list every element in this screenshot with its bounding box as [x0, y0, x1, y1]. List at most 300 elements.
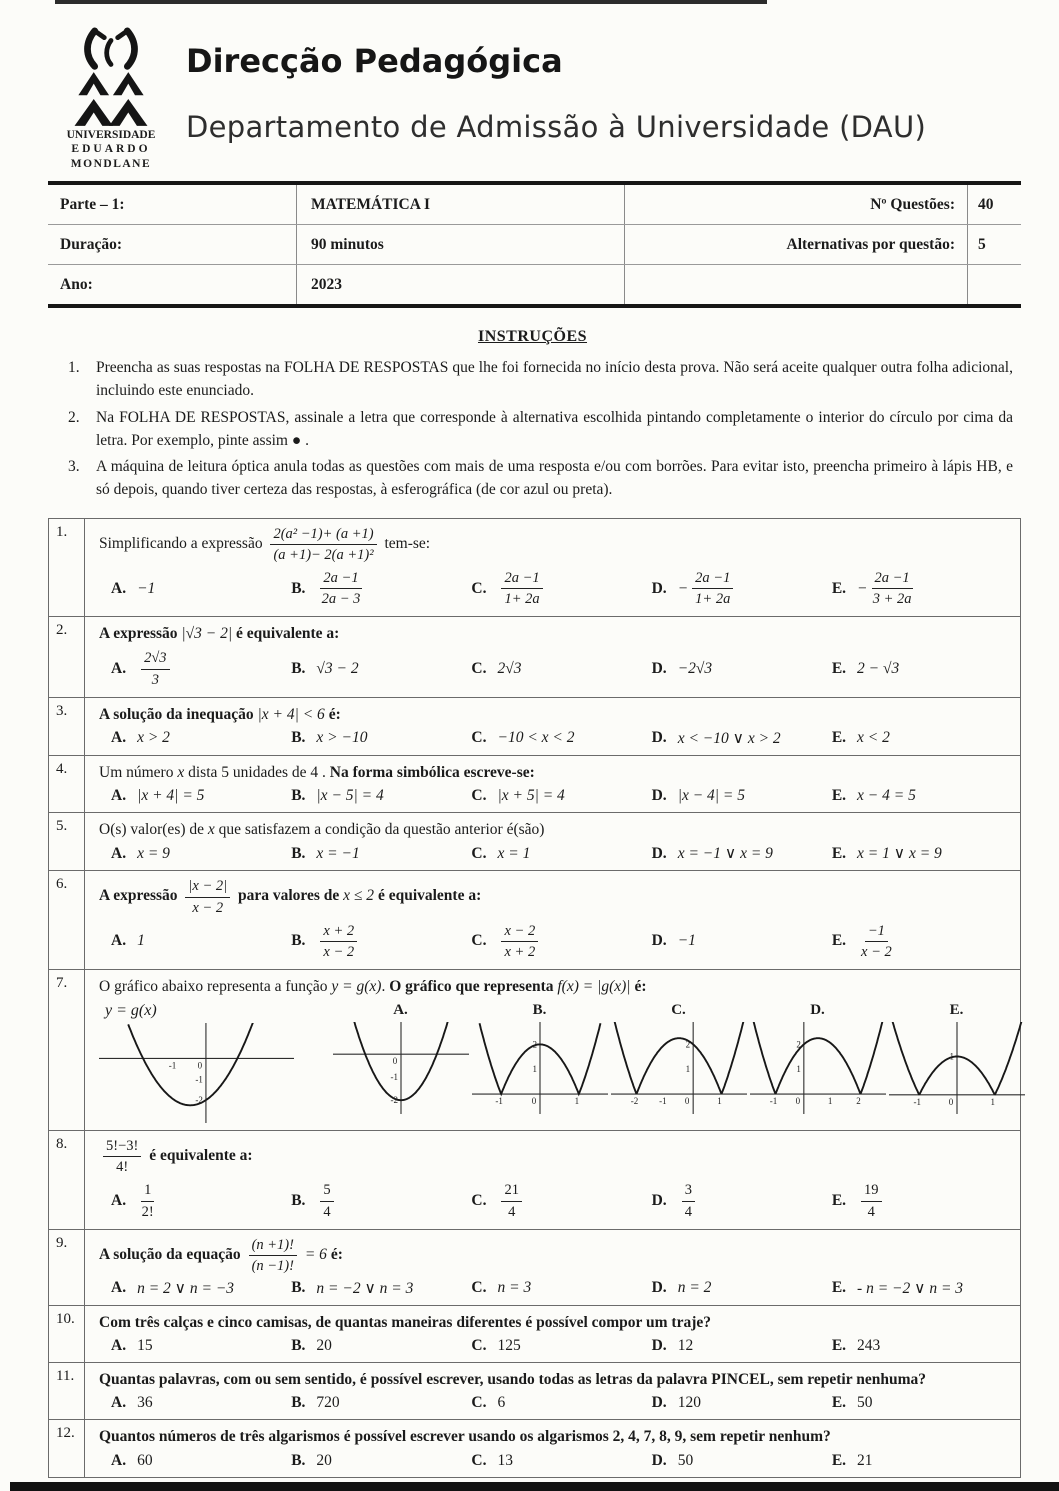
options-row	[99, 921, 1012, 962]
option-label: E.	[831, 1394, 847, 1412]
axis-tick-label: -1	[658, 1096, 667, 1107]
logo-line: MONDLANE	[70, 157, 152, 170]
instruction-item: Na FOLHA DE RESPOSTAS, assinale a letra que corresponde à alternativa escolhida pintando completamente o interior do círculo por cima da letra. Por exemplo, pinte assim ● .	[96, 408, 1013, 449]
graph-label: C.	[671, 1002, 686, 1019]
option	[291, 729, 471, 747]
question-body	[85, 871, 1020, 969]
option-label: A.	[111, 844, 127, 862]
function-graph	[333, 1022, 469, 1114]
text-run: |x + 4| < 6	[257, 705, 325, 723]
fraction-numerator: 5!−3!	[103, 1137, 141, 1157]
fraction	[501, 569, 542, 608]
uem-logo	[52, 26, 170, 171]
option-label: A.	[111, 932, 127, 950]
fraction	[682, 1181, 695, 1220]
axis-tick-label: 2	[855, 1096, 861, 1107]
option-label: B.	[291, 1394, 306, 1412]
option	[471, 921, 651, 962]
fraction-denominator: x + 2	[504, 943, 536, 960]
text-run: y = g(x)	[331, 977, 382, 995]
axis-tick-label: 0	[948, 1096, 953, 1107]
text-run: x ≤ 2	[343, 887, 375, 905]
option	[471, 568, 651, 609]
text-run: dista 5 unidades de 4 .	[184, 763, 330, 781]
text-run: tem-se:	[380, 534, 431, 552]
text-run: −10 < x < 2	[497, 729, 575, 747]
fraction	[185, 877, 230, 916]
axis-tick-label: 0	[795, 1096, 800, 1107]
axis-tick-label: 0	[531, 1096, 536, 1107]
option	[652, 844, 832, 863]
axis-tick-label: 2	[795, 1039, 801, 1050]
option-content	[497, 660, 521, 678]
option-content	[137, 1279, 234, 1298]
option-label: A.	[111, 660, 127, 677]
fraction-numerator: −1	[865, 922, 888, 942]
axis-tick-label: -2	[195, 1095, 203, 1106]
question-row	[49, 755, 1020, 812]
exam-info-table	[48, 181, 1021, 308]
question-body	[85, 1230, 1020, 1305]
axis-tick-label: 1	[795, 1064, 801, 1075]
axis-tick-label: 0	[197, 1060, 203, 1071]
graph-cell	[331, 1002, 470, 1114]
option-content	[137, 1452, 153, 1470]
option	[111, 648, 291, 689]
fraction-numerator: (n +1)!	[249, 1236, 297, 1256]
text-run: é equivalente a:	[374, 887, 482, 905]
option	[291, 1337, 471, 1355]
option-content	[316, 1180, 337, 1221]
option-label: C.	[471, 844, 487, 862]
fraction-numerator: 2a −1	[320, 569, 361, 589]
option-label: A.	[111, 1394, 127, 1412]
text-run: 21	[857, 1451, 873, 1469]
axis-tick-label: -1	[912, 1096, 921, 1107]
logo-line: EDUARDO	[71, 143, 151, 156]
text-run: x	[207, 821, 215, 839]
instruction-item: Preencha as suas respostas na FOLHA DE RESPOSTAS que lhe foi fornecida no início desta prova. Não será aceite qualquer outra folha adicional, incluindo este enunciado.	[96, 359, 1013, 400]
option-content	[137, 1180, 158, 1221]
option-content	[137, 729, 170, 747]
text-run: x < −10 ∨ x > 2	[677, 729, 781, 747]
option-label: C.	[471, 660, 487, 677]
option	[832, 921, 1012, 962]
text-run: 2 − √3	[857, 660, 900, 677]
option-label: A.	[111, 787, 127, 805]
text-run: x = −1	[316, 844, 360, 862]
graph-cell	[887, 1002, 1026, 1114]
option-label: E.	[831, 1451, 847, 1469]
text-run: 120	[677, 1394, 701, 1412]
fraction-denominator: (n −1)!	[251, 1257, 294, 1274]
info-value: 5	[967, 225, 1021, 264]
text-run: que satisfazem a condição da questão anterior é(são)	[214, 821, 545, 839]
text-run: 36	[137, 1394, 153, 1412]
fraction	[103, 1137, 141, 1176]
text-run: 125	[497, 1337, 521, 1355]
fraction-denominator: x − 2	[861, 943, 892, 960]
option-label: B.	[291, 1279, 306, 1297]
option	[652, 1279, 832, 1297]
option	[111, 1452, 291, 1470]
option-content	[137, 787, 204, 805]
option-label: D.	[651, 1279, 667, 1297]
option-content	[137, 845, 170, 863]
text-run: x > 2	[137, 729, 170, 747]
fraction-denominator: 1+ 2a	[504, 591, 540, 607]
option-content	[678, 729, 781, 748]
option-label: B.	[291, 1337, 306, 1355]
option	[111, 932, 291, 950]
function-graph	[611, 1022, 747, 1114]
text-run: x = −1 ∨ x = 9	[677, 845, 773, 863]
text-run: n = 2	[677, 1279, 712, 1297]
uem-logo-text	[67, 128, 156, 171]
option	[832, 844, 1012, 863]
instruction-item: A máquina de leitura óptica anula todas as questões com mais de uma resposta e/ou com borrões. Para evitar isto, preencha primeiro à lápis HB, e só depois, quando tiver certeza das respostas, à esferográfica (de cor azul ou preta).	[96, 458, 1013, 499]
function-graph	[750, 1022, 886, 1114]
text-run: 12	[677, 1337, 694, 1355]
option-content	[316, 660, 358, 678]
option	[832, 1279, 1012, 1298]
axis-tick-label: -2	[390, 1095, 398, 1106]
question-statement	[99, 1235, 1012, 1276]
option-content	[137, 648, 173, 689]
option	[291, 568, 471, 609]
option-content	[857, 921, 896, 962]
option-label: A.	[111, 1337, 127, 1355]
option-content	[497, 1279, 531, 1297]
options-row	[99, 1394, 1012, 1412]
option	[111, 787, 291, 805]
text-run: n = −2 ∨ n = 3	[316, 1279, 414, 1297]
option	[652, 932, 832, 950]
fraction-numerator: x + 2	[320, 922, 357, 942]
text-run: é equivalente a:	[232, 625, 340, 643]
option	[291, 921, 471, 962]
option	[652, 729, 832, 748]
info-label: Alternativas por questão:	[624, 225, 967, 264]
option	[832, 1337, 1012, 1355]
option	[471, 845, 651, 863]
axis-tick-label: 2	[532, 1039, 537, 1050]
axis-tick-label: -1	[168, 1060, 177, 1071]
text-run: 60	[137, 1451, 153, 1469]
option-label: C.	[471, 1451, 487, 1469]
fraction-numerator: 2a −1	[872, 569, 913, 589]
option-label: D.	[651, 660, 667, 677]
option-content	[497, 1337, 520, 1355]
option-label: A.	[111, 1451, 127, 1469]
question-row	[49, 616, 1020, 697]
axis-tick-label: 1	[949, 1051, 954, 1062]
info-value	[967, 265, 1021, 304]
options-row	[99, 1279, 1012, 1298]
info-label	[624, 265, 967, 304]
question-statement	[99, 876, 1012, 917]
axis-tick-label: -2	[630, 1096, 638, 1107]
option-content	[137, 932, 145, 950]
option	[832, 1180, 1012, 1221]
instructions-title: INSTRUÇÕES	[477, 328, 588, 346]
text-run: x	[177, 763, 185, 781]
question-statement	[99, 622, 1012, 645]
options-row	[99, 1337, 1012, 1355]
fraction-denominator: 2!	[141, 1203, 154, 1220]
question-body	[85, 519, 1020, 617]
text-run: para valores de	[234, 887, 344, 905]
option-label: D.	[651, 1337, 667, 1355]
text-run: x = 9	[137, 844, 170, 862]
fraction-numerator: 19	[861, 1181, 882, 1201]
text-run: .	[381, 977, 390, 995]
axis-tick-label: 0	[684, 1096, 689, 1107]
text-run: A expressão	[99, 625, 182, 643]
question-row	[49, 969, 1020, 1130]
fraction	[861, 922, 892, 961]
option	[652, 787, 832, 805]
axis-tick-label: 1	[990, 1096, 995, 1107]
option-content	[678, 1279, 712, 1297]
question-number: 12.	[49, 1420, 85, 1476]
option-label: B.	[291, 660, 306, 677]
option-content	[857, 568, 917, 609]
axis-tick-label: -1	[390, 1072, 398, 1083]
function-graph	[99, 1023, 294, 1123]
option	[832, 1452, 1012, 1470]
option-label: B.	[291, 932, 306, 950]
text-run: O(s) valor(es) de	[99, 821, 208, 839]
option-content	[316, 845, 359, 863]
options-row	[99, 568, 1012, 609]
option-content	[316, 1337, 332, 1355]
fraction-numerator: 2√3	[141, 649, 169, 669]
axis-tick-label: 2	[685, 1039, 690, 1050]
fraction-denominator: 3 + 2a	[872, 591, 912, 607]
text-run: é:	[630, 977, 647, 995]
text-run: A solução da inequação	[99, 705, 258, 723]
option-content	[857, 729, 890, 747]
option	[111, 1394, 291, 1412]
axis-tick-label: 1	[827, 1096, 832, 1107]
option-label: D.	[651, 1192, 667, 1209]
option-content	[137, 1394, 153, 1412]
option	[832, 729, 1012, 747]
option	[652, 1180, 832, 1221]
option	[111, 845, 291, 863]
option	[291, 1452, 471, 1470]
option	[291, 1394, 471, 1412]
info-value: 90 minutos	[296, 225, 624, 264]
info-label: Parte – 1:	[60, 195, 125, 213]
option-label: D.	[651, 932, 667, 950]
axis-tick-label: -1	[769, 1096, 777, 1107]
option	[652, 1452, 832, 1470]
option-content	[678, 568, 738, 609]
fraction-denominator: 3	[151, 671, 159, 688]
option-content	[497, 921, 542, 962]
option-content	[857, 1279, 963, 1298]
text-run: 6	[497, 1394, 506, 1412]
question-body	[85, 813, 1020, 870]
option-content	[857, 1452, 873, 1470]
text-run: |x + 4| = 5	[137, 787, 205, 805]
text-run: √3 − 2	[316, 660, 359, 677]
question-body	[85, 756, 1020, 812]
graph-label: D.	[810, 1002, 825, 1019]
fraction-denominator: x − 2	[192, 899, 224, 916]
question-body	[85, 617, 1020, 697]
fraction-denominator: 4!	[116, 1159, 129, 1176]
options-row	[99, 648, 1012, 689]
option-label: C.	[471, 1192, 487, 1209]
axis-tick-label: -1	[494, 1096, 503, 1107]
fraction	[861, 1181, 882, 1220]
info-row	[48, 224, 1021, 264]
option-content	[316, 1279, 413, 1298]
fraction-numerator: 3	[682, 1181, 695, 1201]
graphs-row	[99, 1002, 1026, 1123]
option-label: D.	[651, 579, 667, 597]
text-run: Simplificando a expressão	[99, 534, 267, 552]
graph-label: B.	[532, 1002, 547, 1019]
text-run: x > −10	[316, 729, 368, 747]
text-run: 15	[137, 1337, 153, 1355]
option-label: D.	[651, 1451, 667, 1469]
option-label: E.	[831, 932, 847, 950]
text-run: x = 1 ∨ x = 9	[857, 845, 942, 863]
option-label: D.	[651, 844, 667, 862]
option-label: B.	[291, 787, 306, 805]
text-run: é equivalente a:	[145, 1147, 253, 1165]
question-statement	[99, 1311, 1012, 1334]
text-run: −2√3	[677, 660, 713, 677]
option	[291, 1279, 471, 1298]
fraction	[320, 922, 357, 961]
option-content	[497, 1180, 526, 1221]
option	[291, 1180, 471, 1221]
option-label: B.	[291, 1192, 306, 1209]
option-label: C.	[471, 1394, 487, 1412]
axis-tick-label: 1	[716, 1096, 722, 1107]
scan-artifact-bottom	[10, 1482, 1059, 1491]
question-row	[49, 1419, 1020, 1476]
graph-label: A.	[393, 1002, 408, 1019]
text-run: 20	[316, 1337, 332, 1355]
option-label: B.	[291, 729, 306, 747]
text-run: 1	[137, 932, 145, 950]
fraction	[872, 569, 913, 608]
fraction-numerator: 2a −1	[501, 569, 542, 589]
fraction-denominator: 2a − 3	[321, 591, 361, 607]
option-label: D.	[651, 787, 667, 805]
option-content	[497, 1394, 505, 1412]
text-run: x < 2	[857, 729, 890, 747]
question-number: 7.	[49, 970, 85, 1130]
question-body	[85, 1420, 1020, 1476]
fraction-numerator: x − 2	[501, 922, 538, 942]
question-number: 11.	[49, 1363, 85, 1419]
option	[471, 787, 651, 805]
text-run: - n = −2 ∨ n = 3	[857, 1279, 964, 1297]
text-run: −	[857, 579, 868, 597]
fraction-denominator: 4	[323, 1203, 331, 1220]
option-label: E.	[831, 1279, 847, 1297]
axis-tick-label: -1	[195, 1074, 203, 1085]
text-run: x = 1	[497, 844, 531, 862]
text-run: A solução da equação	[99, 1245, 245, 1263]
text-run: f(x) = |g(x)|	[557, 977, 631, 995]
text-run: x − 4 = 5	[857, 787, 916, 805]
instructions-list	[48, 356, 1017, 502]
text-run: |x − 5| = 4	[316, 787, 384, 805]
question-row	[49, 870, 1020, 969]
axis-tick-label: 1	[574, 1096, 579, 1107]
graph-cell	[609, 1002, 748, 1114]
options-row	[99, 1180, 1012, 1221]
option-content	[497, 787, 564, 805]
info-row	[48, 185, 1021, 224]
fraction-numerator: 21	[501, 1181, 522, 1201]
option-label: A.	[111, 729, 127, 747]
text-run: Um número	[99, 763, 178, 781]
option-label: A.	[111, 1279, 127, 1297]
text-run: −1	[137, 579, 156, 597]
option-content	[678, 932, 696, 950]
option	[291, 845, 471, 863]
text-run: 20	[316, 1451, 332, 1469]
info-label: Ano:	[60, 275, 93, 293]
text-run: A expressão	[99, 887, 182, 905]
question-body	[85, 698, 1020, 755]
option-label: B.	[291, 1451, 306, 1469]
option-content	[678, 844, 773, 863]
question-body	[85, 1306, 1020, 1362]
option	[291, 660, 471, 678]
question-statement	[99, 818, 1012, 841]
header-titles	[186, 26, 926, 171]
option	[652, 660, 832, 678]
option-content	[316, 568, 365, 609]
text-run: 2√3	[497, 660, 522, 677]
graph-label: y = g(x)	[105, 1002, 157, 1020]
option-label: E.	[831, 1192, 847, 1209]
info-row	[48, 264, 1021, 304]
axis-tick-label: 1	[532, 1064, 537, 1075]
option	[652, 1337, 832, 1355]
text-run: = 6	[300, 1245, 327, 1263]
fraction-denominator: 4	[508, 1203, 516, 1220]
option-label: E.	[831, 660, 847, 677]
header	[0, 0, 1059, 171]
question-number: 8.	[49, 1131, 85, 1229]
graph-cell	[748, 1002, 887, 1114]
graph-cell	[99, 1002, 331, 1123]
option-content	[137, 1337, 153, 1355]
option-content	[497, 729, 574, 747]
questions-table	[48, 518, 1021, 1478]
text-run: 50	[677, 1451, 694, 1469]
option	[832, 787, 1012, 805]
fraction	[141, 649, 169, 688]
fraction-denominator: 1+ 2a	[695, 591, 731, 607]
option	[111, 1180, 291, 1221]
question-row	[49, 1362, 1020, 1419]
scan-artifact-top	[55, 0, 767, 4]
option	[471, 1279, 651, 1297]
option	[471, 1452, 651, 1470]
